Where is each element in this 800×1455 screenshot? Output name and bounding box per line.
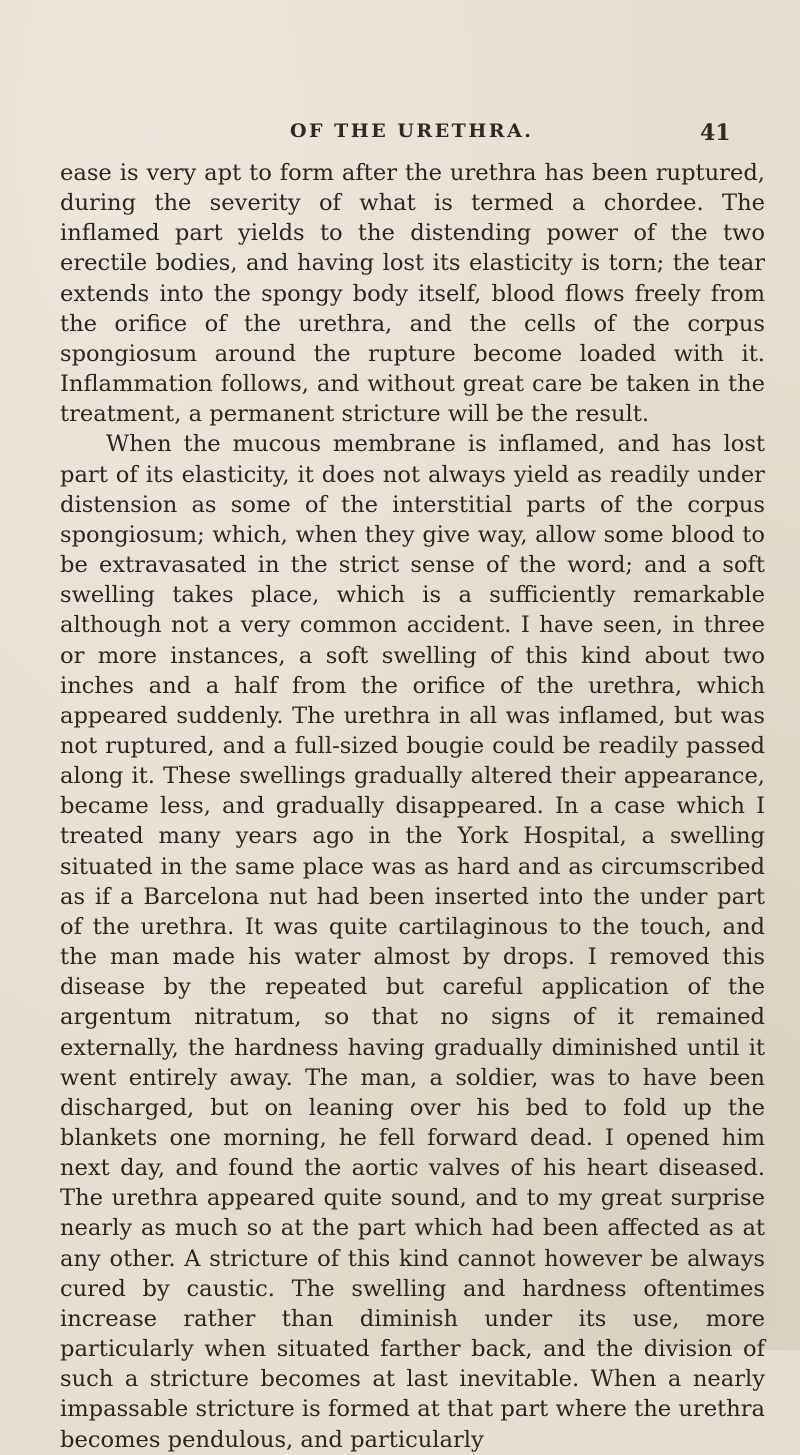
running-title: OF THE URETHRA.: [290, 120, 534, 142]
paragraph: When the mucous membrane is inflamed, and has lost part of its elasticity, it does not always yield as readily under distension as some of the interstitial parts of the corpus spongiosum; which, when they give way, allow some blood to be extravasated in the strict sense of the word; and a soft swelling takes place, which is a sufficiently remarkable although not a very common accident. I have seen, in three or more instances, a soft swelling of this kind about two inches and a half from the orifice of the urethra, which appeared suddenly. The urethra in all was inflamed, but was not ruptured, and a full-sized bougie could be readily passed along it. These swellings gradually altered their appearance, became less, and gradually disappeared. In a case which I treated many years ago in the York Hospital, a swelling situated in the same place was as hard and as circumscribed as if a Barcelona nut had been inserted into the under part of the urethra. It was quite cartilaginous to the touch, and the man made his water almost by drops. I removed this disease by the repeated but careful application of the argentum nitratum, so that no signs of it remained externally, the hardness having gradually diminished until it went entirely away. The man, a soldier, was to have been discharged, but on leaning over his bed to fold up the blankets one morning, he fell forward dead. I opened him next day, and found the aortic valves of his heart diseased. The urethra appeared quite sound, and to my great surprise nearly as much so at the part which had been affected as at any other. A stricture of this kind cannot however be always cured by caustic. The swelling and hardness oftentimes increase rather than diminish under its use, more particularly when situated farther back, and the division of such a stricture becomes at last inevitable. When a nearly impassable stricture is formed at that part where the urethra becomes pendulous, and particularly: [60, 431, 765, 1453]
running-head: [0, 120, 800, 150]
paragraph: ease is very apt to form after the urethra has been ruptured, during the severity of what is termed a chordee. The inflamed part yields to the distending power of the two erectile bodies, and having lost its elasticity is torn; the tear extends into the spongy body itself, blood flows freely from the orifice of the urethra, and the cells of the corpus spongiosum around the rupture become loaded with it. Inflammation follows, and without great care be taken in the treatment, a permanent stricture will be the result.: [60, 160, 765, 428]
page-number: 41: [700, 120, 731, 146]
body-text: [60, 158, 765, 1455]
